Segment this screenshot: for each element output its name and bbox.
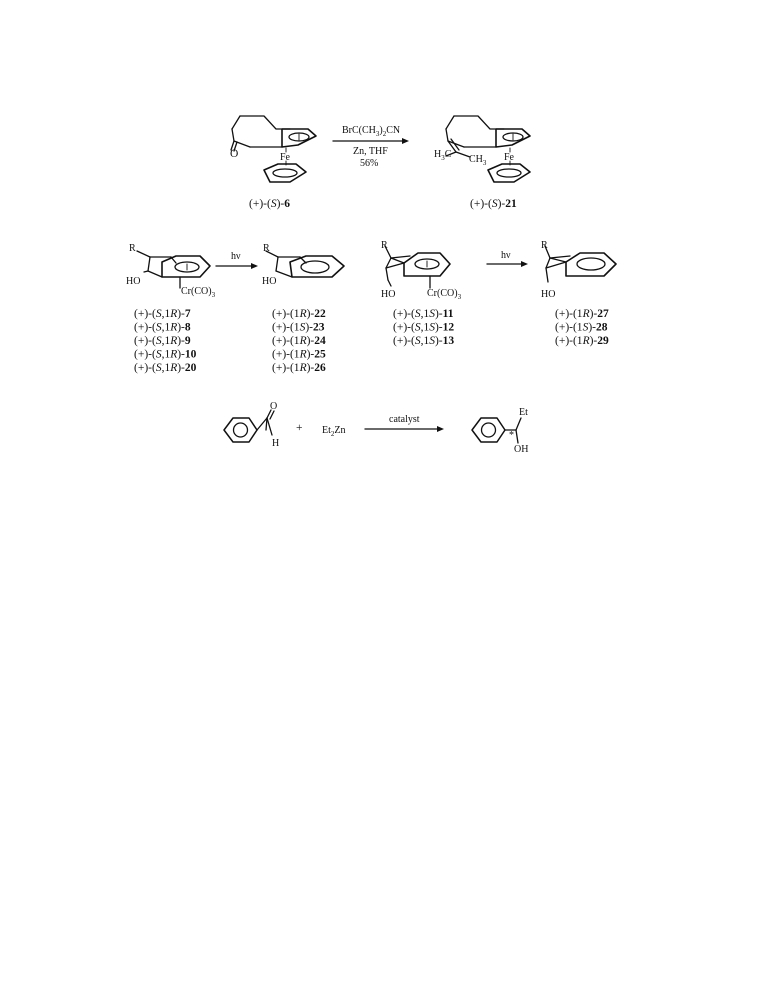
compound-7-structure (137, 251, 210, 288)
atom-label-CrCO3-2: $Cr(CO)_3$ (427, 288, 462, 301)
atom-label-HO: HO (126, 276, 141, 287)
plus-sign: + (296, 422, 303, 434)
atom-label-O: O (230, 148, 239, 160)
compound-label-10: (+)-(S,1R)-10 (134, 348, 197, 361)
atom-label-O-aldehyde: O (270, 401, 278, 412)
compound-label-28: (+)-(1S)-28 (555, 321, 608, 334)
compound-label-7: (+)-(S,1R)-7 (134, 308, 191, 320)
compound-27-structure (545, 246, 616, 282)
atom-label-R: R (129, 243, 136, 254)
reactant-label-list-3 (393, 308, 454, 347)
atom-label-H3C: $H_3C$ (434, 149, 452, 162)
compound-11-structure (385, 246, 450, 288)
atom-label-R-2: R (263, 243, 270, 254)
compound-label-11: (+)-(S,1S)-11 (393, 308, 454, 320)
stereocenter-star: * (509, 430, 514, 441)
reactant-label-list-2 (134, 308, 197, 374)
arrow-label-hv-2: hν (501, 250, 511, 261)
atom-label-Fe-2: Fe (504, 152, 514, 163)
reagent-Et2Zn: $Et_2Zn$ (322, 425, 346, 438)
atom-label-HO-4: HO (541, 289, 556, 300)
compound-label-25: (+)-(1R)-25 (272, 348, 326, 361)
atom-label-HO-3: HO (381, 289, 396, 300)
conditions-label: Zn, THF (353, 146, 388, 157)
compound-22-structure (266, 251, 344, 277)
compound-label-8: (+)-(S,1R)-8 (134, 321, 191, 334)
compound-label-29: (+)-(1R)-29 (555, 335, 609, 347)
atom-label-Et: Et (519, 407, 528, 418)
product-label-list-2 (272, 308, 326, 374)
atom-label-H-aldehyde: H (272, 438, 280, 449)
compound-label-22: (+)-(1R)-22 (272, 308, 326, 320)
compound-label-27: (+)-(1R)-27 (555, 308, 609, 320)
product-label-list-3 (555, 308, 609, 347)
atom-label-CrCO3: $Cr(CO)_3$ (181, 286, 216, 299)
atom-label-HO-2: HO (262, 276, 277, 287)
compound-label-24: (+)-(1R)-24 (272, 335, 326, 347)
atom-label-R-4: R (541, 240, 548, 251)
atom-label-OH: OH (514, 444, 529, 455)
compound-label-21: (+)-(S)-21 (470, 198, 517, 210)
reagent-label: $BrC(CH_3)_2CN$ (342, 125, 401, 138)
compound-label-12: (+)-(S,1S)-12 (393, 321, 455, 334)
arrow-label-hv: hν (231, 251, 241, 262)
compound-21-structure (446, 116, 530, 182)
benzaldehyde-structure (224, 410, 274, 442)
compound-label-13: (+)-(S,1S)-13 (393, 335, 455, 347)
atom-label-CH3: $CH_3$ (469, 154, 487, 167)
compound-label-26: (+)-(1R)-26 (272, 362, 326, 374)
compound-6-structure (231, 116, 316, 182)
compound-label-20: (+)-(S,1R)-20 (134, 362, 197, 374)
atom-label-R-3: R (381, 240, 388, 251)
compound-label-23: (+)-(1S)-23 (272, 321, 325, 334)
compound-label-9: (+)-(S,1R)-9 (134, 335, 191, 347)
compound-label-6: (+)-(S)-6 (249, 198, 290, 210)
yield-label: 56% (360, 158, 379, 169)
atom-label-Fe: Fe (280, 152, 290, 163)
arrow-label-catalyst: catalyst (389, 414, 420, 425)
